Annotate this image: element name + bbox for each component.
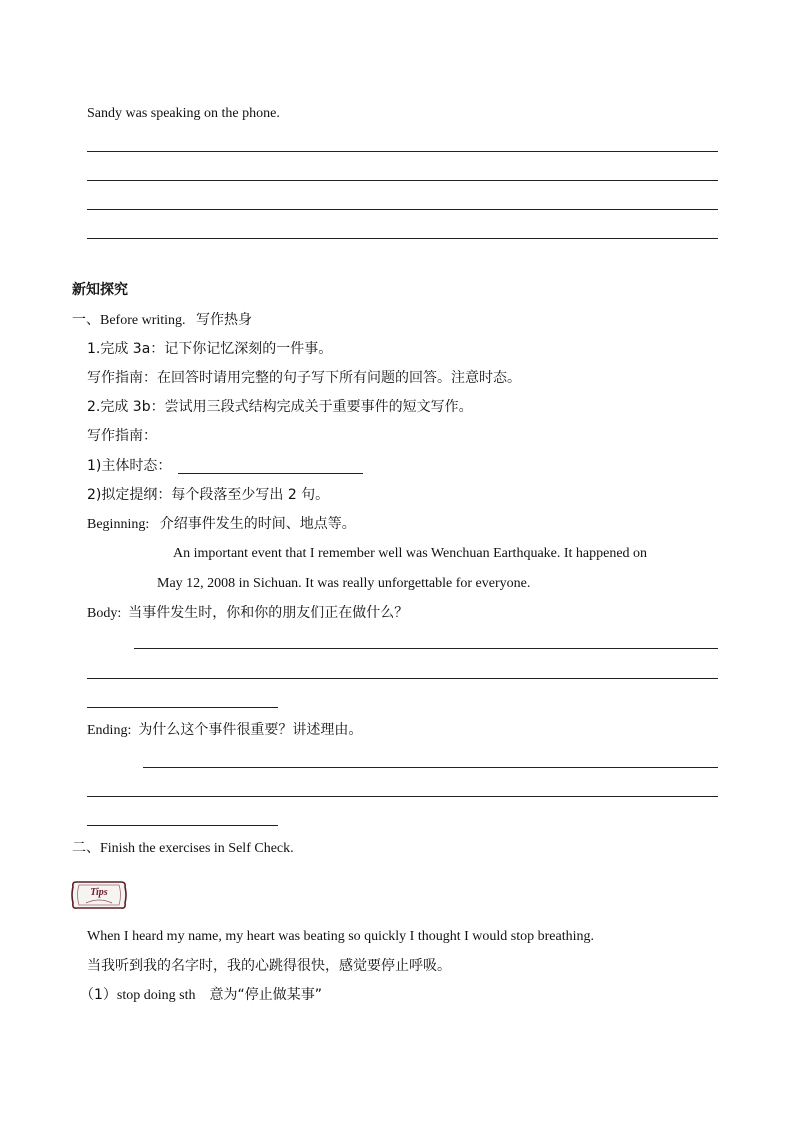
intro-sentence: Sandy was speaking on the phone.: [87, 106, 280, 121]
tips-badge: [70, 878, 128, 912]
note-phrase: stop doing sth: [116, 988, 196, 1003]
part1-heading-en: Before writing.: [100, 313, 186, 328]
part1-heading-cn: 写作热身: [196, 312, 253, 328]
item-3a: 1.完成 3a：记下你记忆深刻的一件事。: [87, 341, 333, 357]
body-answer-line[interactable]: [87, 678, 718, 679]
body-answer-line[interactable]: [134, 648, 718, 649]
note-meaning: 意为“停止做某事”: [209, 987, 323, 1003]
part1-number: 一、: [72, 312, 100, 328]
ending-row: [87, 721, 362, 740]
answer-line[interactable]: [87, 151, 718, 152]
example-line-2: May 12, 2008 in Sichuan. It was really unforgettable for everyone.: [157, 576, 531, 591]
part2-heading: [72, 839, 294, 858]
ending-desc: 为什么这个事件很重要？讲述理由。: [138, 722, 363, 738]
tips-ornament-icon: [70, 878, 128, 912]
tense-answer-line[interactable]: [178, 473, 363, 474]
tips-note: [80, 986, 322, 1005]
tips-label: Tips: [90, 887, 108, 898]
writing-guide-2: 写作指南：: [87, 428, 157, 444]
tips-sentence-cn: 当我听到我的名字时，我的心跳得很快，感觉要停止呼吸。: [87, 958, 451, 974]
part1-heading: [72, 311, 252, 330]
beginning-desc: 介绍事件发生的时间、地点等。: [159, 516, 356, 532]
body-row: [87, 604, 408, 623]
note-number: （1）: [80, 987, 117, 1003]
ending-answer-line[interactable]: [87, 796, 718, 797]
beginning-row: [87, 515, 356, 534]
ending-answer-line[interactable]: [87, 825, 278, 826]
body-answer-line[interactable]: [87, 707, 278, 708]
tips-sentence-en: When I heard my name, my heart was beating so quickly I thought I would stop breathing.: [87, 929, 594, 944]
item-3b: 2.完成 3b：尝试用三段式结构完成关于重要事件的短文写作。: [87, 399, 473, 415]
part2-number: 二、: [72, 840, 100, 856]
body-desc: 当事件发生时，你和你的朋友们正在做什么？: [128, 605, 409, 621]
part2-heading-en: Finish the exercises in Self Check.: [100, 841, 294, 856]
ending-label: Ending:: [87, 723, 132, 738]
body-label: Body:: [87, 606, 122, 621]
example-line-1: An important event that I remember well was Wenchuan Earthquake. It happened on: [173, 546, 648, 561]
section-title: 新知探究: [72, 282, 128, 298]
beginning-label: Beginning:: [87, 517, 150, 532]
answer-line[interactable]: [87, 180, 718, 181]
answer-line[interactable]: [87, 238, 718, 239]
main-tense-label: 1)主体时态：: [87, 458, 172, 474]
writing-guide-1: 写作指南：在回答时请用完整的句子写下所有问题的回答。注意时态。: [87, 370, 521, 386]
ending-answer-line[interactable]: [143, 767, 718, 768]
outline-instruction: 2)拟定提纲：每个段落至少写出 2 句。: [87, 487, 330, 503]
answer-line[interactable]: [87, 209, 718, 210]
